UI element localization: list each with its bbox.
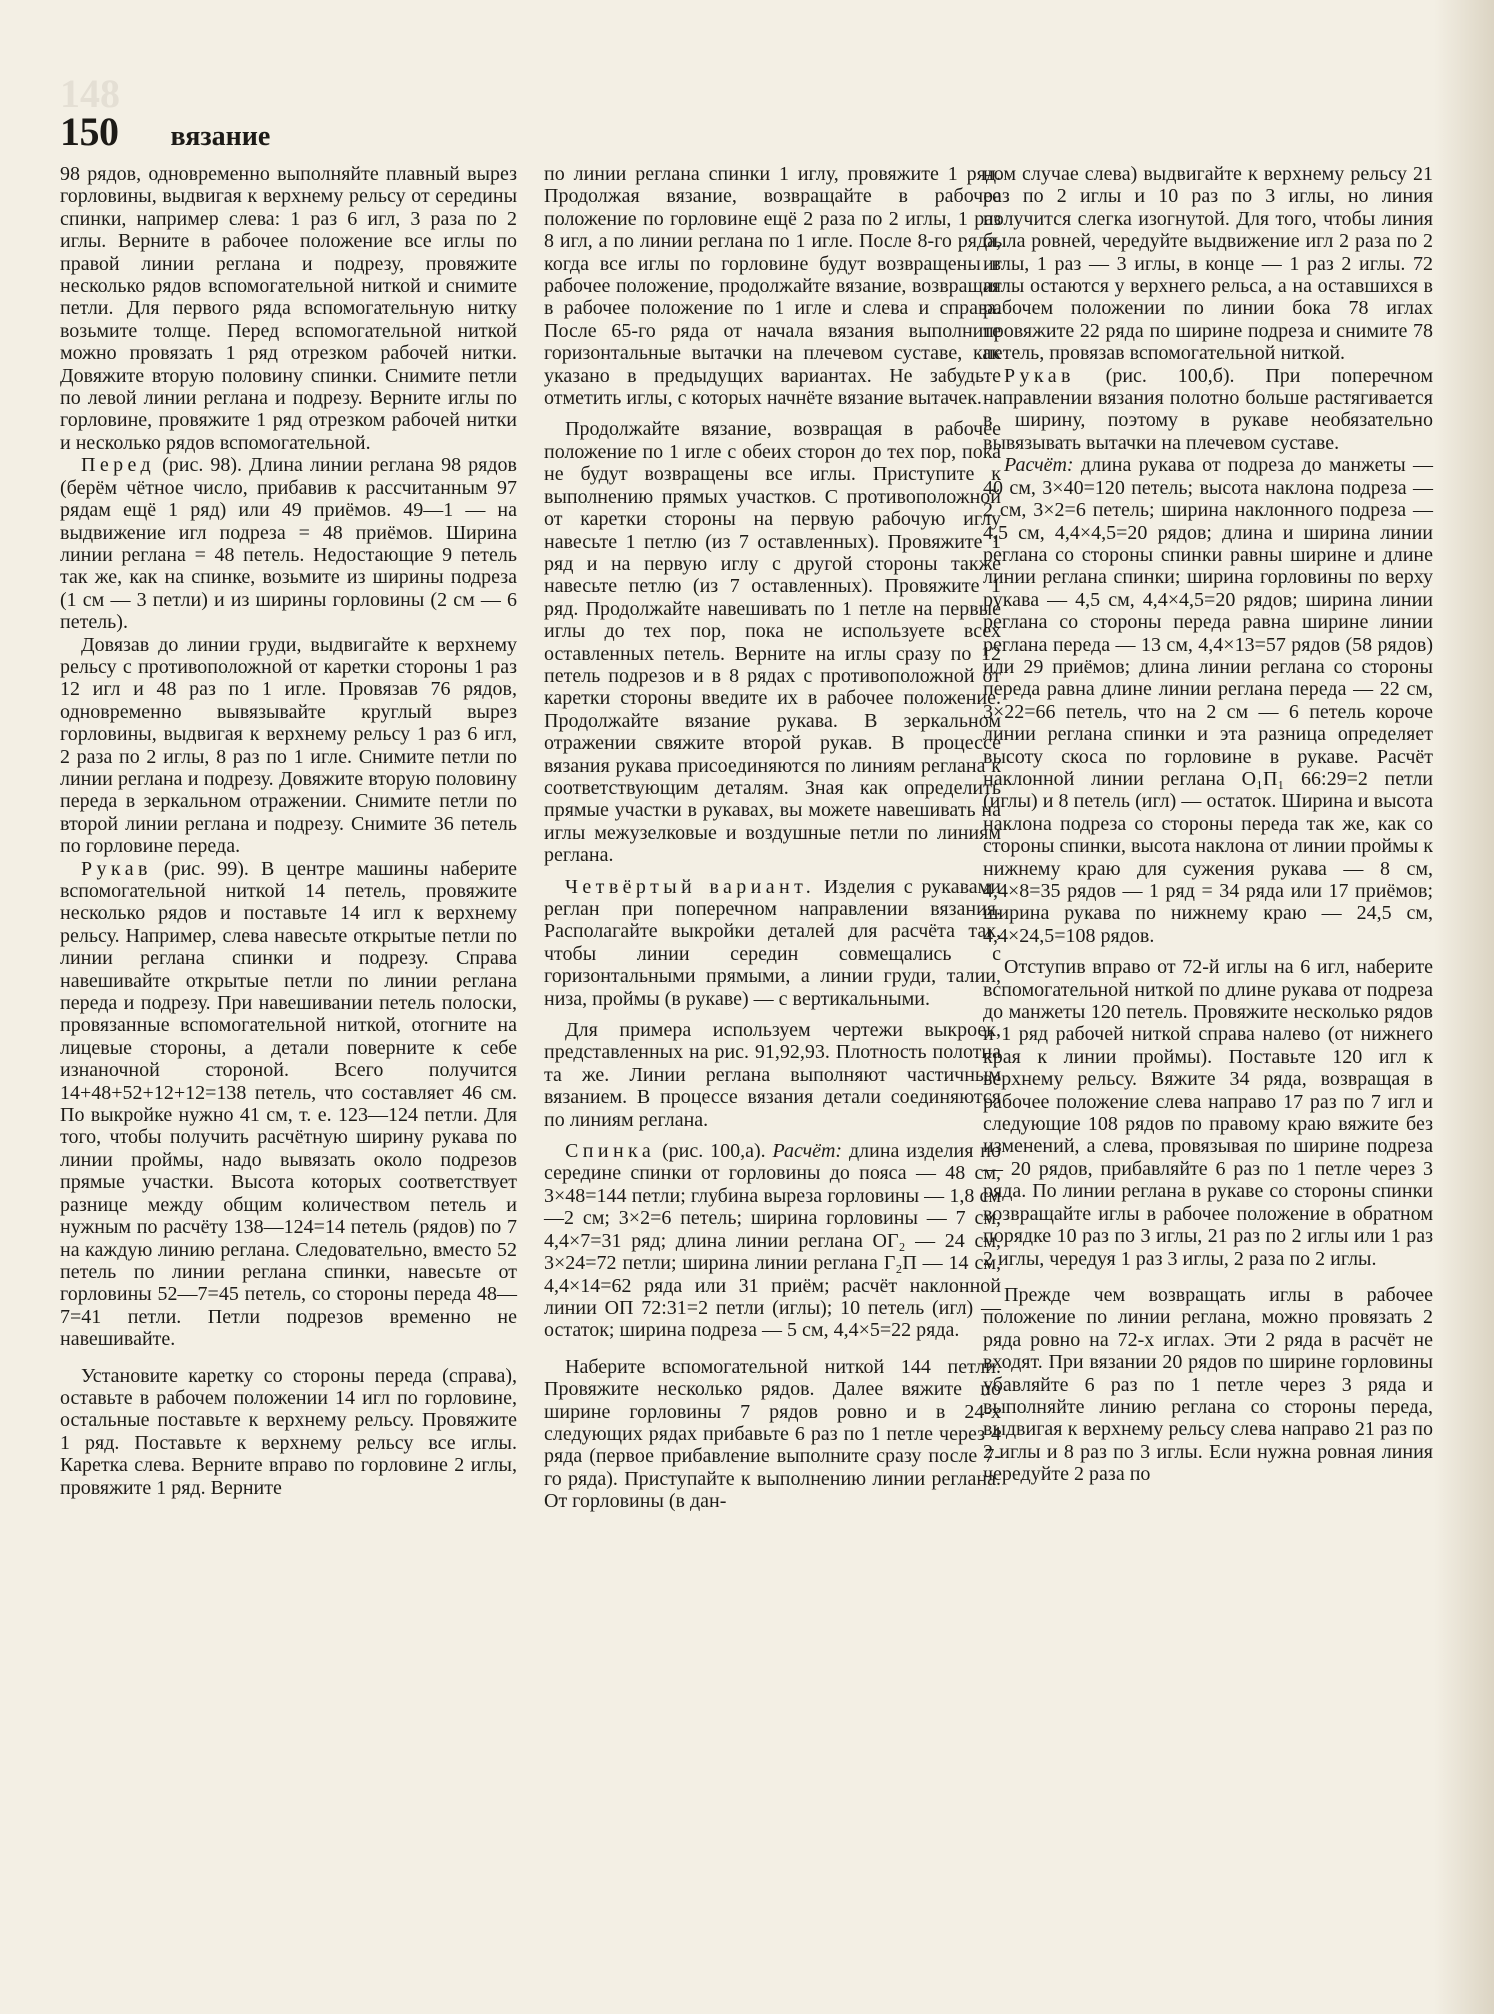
paragraph: Довязав до линии груди, выдвигайте к верхнему рельсу с противоположной от каретки стороны 1 раз 12 игл и 48 раз по 1 игле. Провязав 76 рядов, одновременно вывязывайте круглый вырез горловины, выдвигая к верхнему рельсу 1 раз 6 игл, 2 раза по 2 иглы, 8 раз по 1 игле. Снимите петли по линии реглана и подрезу. Довяжите вторую половину переда в зеркальном отражении. Снимите петли по второй линии реглана и подрезу. Снимите 36 петель по горловине переда. — [60, 633, 517, 858]
paragraph-text: Изделия с рукавами реглан при поперечном направлении вязания. Располагайте выкройки деталей для расчёта так, чтобы линии середин совмещались с горизонтальными прямыми, а линии груди, талии, низа, проймы (в рукаве) — с вертикальными. — [544, 875, 1001, 1010]
text-column-1 — [60, 163, 517, 1499]
calc-label: Расчёт: — [772, 1140, 843, 1163]
paragraph: Наберите вспомогательной ниткой 144 петли. Провяжите несколько рядов. Далее вяжите по ширине горловины 7 рядов ровно и в 24-х следующих рядах прибавьте 6 раз по 1 петле через 4 ряда (первое прибавление выполните сразу после 7-го ряда). Приступайте к выполнению линии реглана. От горловины (в дан- — [544, 1355, 1001, 1513]
paragraph — [544, 876, 1001, 1010]
page-spine-shadow — [1434, 0, 1494, 2014]
subheading-sleeve: Рукав — [1004, 364, 1075, 387]
paragraph: ном случае слева) выдвигайте к верхнему рельсу 21 раз по 2 иглы и 10 раз по 3 иглы, но линия получится слегка изогнутой. Для того, чтобы линия была ровней, чередуйте выдвижение игл 2 раза по 2 иглы, 1 раз — 3 иглы, в конце — 1 раз 2 иглы. 72 иглы остаются у верхнего рельса, а на оставшихся в рабочем положении по линии бока 78 иглах провяжите 22 ряда по ширине подреза и снимите 78 петель, провязав вспомогательной ниткой. — [983, 163, 1433, 365]
page-number: 150 — [60, 109, 119, 154]
section-title: вязание — [170, 121, 271, 152]
paragraph — [983, 365, 1433, 455]
subheading-front: Перед — [81, 454, 156, 477]
paragraph — [60, 454, 517, 633]
subheading-back: Спинка — [565, 1140, 656, 1163]
calc-label: Расчёт: — [1004, 454, 1074, 477]
paragraph: Продолжайте вязание, возвращая в рабочее положение по 1 игле с обеих сторон до тех пор, пока не будут возвращены все иглы. Приступите к выполнению прямых участков. С противоположной от каретки стороны на первую рабочую иглу навесьте 1 петлю (из 7 оставленных). Провяжите 1 ряд и на первую иглу с другой стороны также навесьте петлю (из 7 оставленных). Провяжите 1 ряд. Продолжайте навешивать по 1 петле на первые иглы до тех пор, пока не используете всех оставленных петель. Верните на иглы сразу по 12 петель подрезов и в 8 рядах с противоположной от каретки стороны введите их в рабочее положение. Продолжайте вязание рукава. В зеркальном отражении свяжите второй рукав. В процессе вязания рукава присоединяются по линиям реглана к соответствующим деталям. Зная как определить прямые участки в рукавах, вы можете навешивать на иглы межузелковые и воздушные петли по линиям реглана. — [544, 418, 1001, 867]
text-column-3 — [983, 163, 1433, 1486]
paragraph — [983, 454, 1433, 947]
paragraph-text: длина изделия по середине спинки от горловины до пояса — 48 см, 3×48=144 петли; глубина выреза горловины — 1,8 см—2 см; 3×2=6 петель; ширина горловины — 7 см, 4,4×7=31 ряд; длина линии реглана ОГ₂ — 24 см, 3×24=72 петли; ширина линии реглана Г₂П — 14 см, 4,4×14=62 ряда или 31 приём; расчёт наклонной линии ОП 72:31=2 петли (иглы); 10 петель (игл) — остаток; ширина подреза — 5 см, 4,4×5=22 ряда. — [544, 1140, 1001, 1342]
paragraph-text: (рис. 98). Длина линии реглана 98 рядов (берём чётное число, прибавив к рассчитанным 97 рядам ещё 1 ряд) или 49 приёмов. 49—1 — на выдвижение игл подреза = 48 приёмов. Ширина линии реглана = 48 петель. Недостающие 9 петель так же, как на спинке, возьмите из ширины подреза (1 см — 3 петли) и из ширины горловины (2 см — 6 петель). — [60, 454, 517, 634]
paragraph: Для примера используем чертежи выкроек, представленных на рис. 91,92,93. Плотность полотна та же. Линии реглана выполняют частичным вязанием. В процессе вязания детали соединяются по линиям реглана. — [544, 1019, 1001, 1131]
page-header — [60, 108, 270, 155]
paragraph: Отступив вправо от 72-й иглы на 6 игл, наберите вспомогательной ниткой по длине рукава от подреза до манжеты 120 петель. Провяжите несколько рядов и 1 ряд рабочей ниткой справа налево (от нижнего края к линии проймы). Поставьте 120 игл к верхнему рельсу. Вяжите 34 ряда, возвращая в рабочее положение слева направо 17 раз по 7 игл и следующие 108 рядов по правому краю вяжите без изменений, а слева, провязывая по ширине подреза — 20 рядов, прибавляйте 6 раз по 1 петле через 3 ряда. По линии реглана в рукаве со стороны спинки возвращайте иглы в рабочее положение в обратном порядке 10 раз по 3 иглы, 21 раз по 2 иглы или 1 раз 2 иглы, чередуя 1 раз 3 иглы, 2 раза по 2 иглы. — [983, 956, 1433, 1270]
paragraph-text: (рис. 99). В центре машины наберите вспомогательной ниткой 14 петель, провяжите несколько рядов и поставьте 14 игл к верхнему рельсу. Например, слева навесьте открытые петли по линии реглана спинки и подрезу. Справа навешивайте открытые петли по линии реглана переда и подрезу. При навешивании петель полоски, провязанные вспомогательной ниткой, отогните на лицевые стороны, а детали поверните к себе изнаночной стороной. Всего получится 14+48+52+12+12=138 петель, что составляет 46 см. По выкройке нужно 41 см, т. е. 123—124 петли. Для того, чтобы получить расчётную ширину рукава по линии проймы, надо вывязать около подрезов прямые участки. Высота которых соответствует разнице между общим количеством петель и нужным по расчёту 138—124=14 петель (рядов) по 7 на каждую линию реглана. Следовательно, вместо 52 петель по линии реглана спинки, навесьте от горловины 52—7=45 петель, со стороны переда 48—7=41 петли. Петли подрезов временно не навешивайте. — [60, 857, 517, 1351]
subheading-sleeve: Рукав — [81, 857, 152, 880]
subheading-fourth-variant: Четвёртый вариант. — [565, 875, 816, 898]
paragraph: Установите каретку со стороны переда (справа), оставьте в рабочем положении 14 игл по горловине, остальные поставьте к верхнему рельсу. Провяжите 1 ряд. Поставьте к верхнему рельсу все иглы. Каретка слева. Верните вправо по горловине 2 иглы, провяжите 1 ряд. Верните — [60, 1364, 517, 1499]
paragraph: 98 рядов, одновременно выполняйте плавный вырез горловины, выдвигая к верхнему рельсу от середины спинки, например слева: 1 раз 6 игл, 3 раза по 2 иглы. Верните в рабочее положение все иглы по правой линии реглана и подрезу, провяжите несколько рядов вспомогательной ниткой и снимите петли. Для первого ряда вспомогательную нитку возьмите толще. Перед вспомогательной ниткой можно провязать 1 ряд отрезком рабочей нитки. Довяжите вторую половину спинки. Снимите петли по левой линии реглана и подрезу. Верните иглы по горловине, провяжите 1 ряд отрезком рабочей нитки и несколько рядов вспомогательной. — [60, 163, 517, 454]
paragraph-text: длина рукава от подреза до манжеты — 40 см, 3×40=120 петель; высота наклона подреза — 2 см, 3×2=6 петель; ширина наклонного подреза — 4,5 см, 4,4×4,5=20 рядов; длина и ширина линии реглана со стороны спинки равны ширине и длине линии реглана спинки; ширина горловины по верху рукава — 4,5 см, 4,4×4,5=20 рядов; ширина линии реглана со стороны переда равна ширине линии реглана переда — 13 см, 4,4×13=57 рядов (58 рядов) или 29 приёмов; длина линии реглана со стороны переда равна длине линии реглана переда — 22 см, 3×22=66 петель, что на 2 см — 6 петель короче линии реглана спинки и эта разница определяет высоту скоса по горловине в рукаве. Расчёт наклонной линии реглана О₁П₁ 66:29=2 петли (иглы) и 8 петель (игл) — остаток. Ширина и высота наклона подреза со стороны переда так же, как со стороны спинки, высота наклона от линии проймы к нижнему краю для сужения рукава — 8 см, 4,4×8=35 рядов — 1 ряд = 34 ряда или 17 приёмов; ширина рукава по нижнему краю — 24,5 см, 4,4×24,5=108 рядов. — [983, 454, 1433, 947]
paragraph — [544, 1140, 1001, 1342]
paragraph: Прежде чем возвращать иглы в рабочее положение по линии реглана, можно провязать 2 ряда ровно на 72-х иглах. Эти 2 ряда в расчёт не входят. При вязании 20 рядов по ширине горловины убавляйте 6 раз по 1 петле через 3 ряда и выполняйте линию реглана со стороны переда, выдвигая к верхнему рельсу слева направо 21 раз по 2 иглы и 8 раз по 3 иглы. Если нужна ровная линия чередуйте 2 раза по — [983, 1283, 1433, 1486]
figure-ref: (рис. 100,а). — [655, 1140, 773, 1163]
paragraph-text: (рис. 100,б). При поперечном направлении вязания полотно больше растягивается в ширину, поэтому в рукаве необязательно вывязывать вытачки на плечевом суставе. — [983, 364, 1433, 454]
paragraph — [60, 858, 517, 1351]
paragraph: по линии реглана спинки 1 иглу, провяжите 1 ряд. Продолжая вязание, возвращайте в рабочее положение по горловине ещё 2 раза по 2 иглы, 1 раз 8 игл, а по линии реглана по 1 игле. После 8-го ряда, когда все иглы по горловине будут возвращены в рабочее положение, продолжайте вязание, возвращая в рабочее положение по 1 игле и слева и справа. После 65-го ряда от начала вязания выполните горизонтальные вытачки на плечевом суставе, как указано в предыдущих вариантах. Не забудьте отметить иглы, с которых начнёте вязание вытачек. — [544, 163, 1001, 410]
bleed-through-page-number: 148 — [60, 71, 120, 116]
text-column-2 — [544, 163, 1001, 1513]
